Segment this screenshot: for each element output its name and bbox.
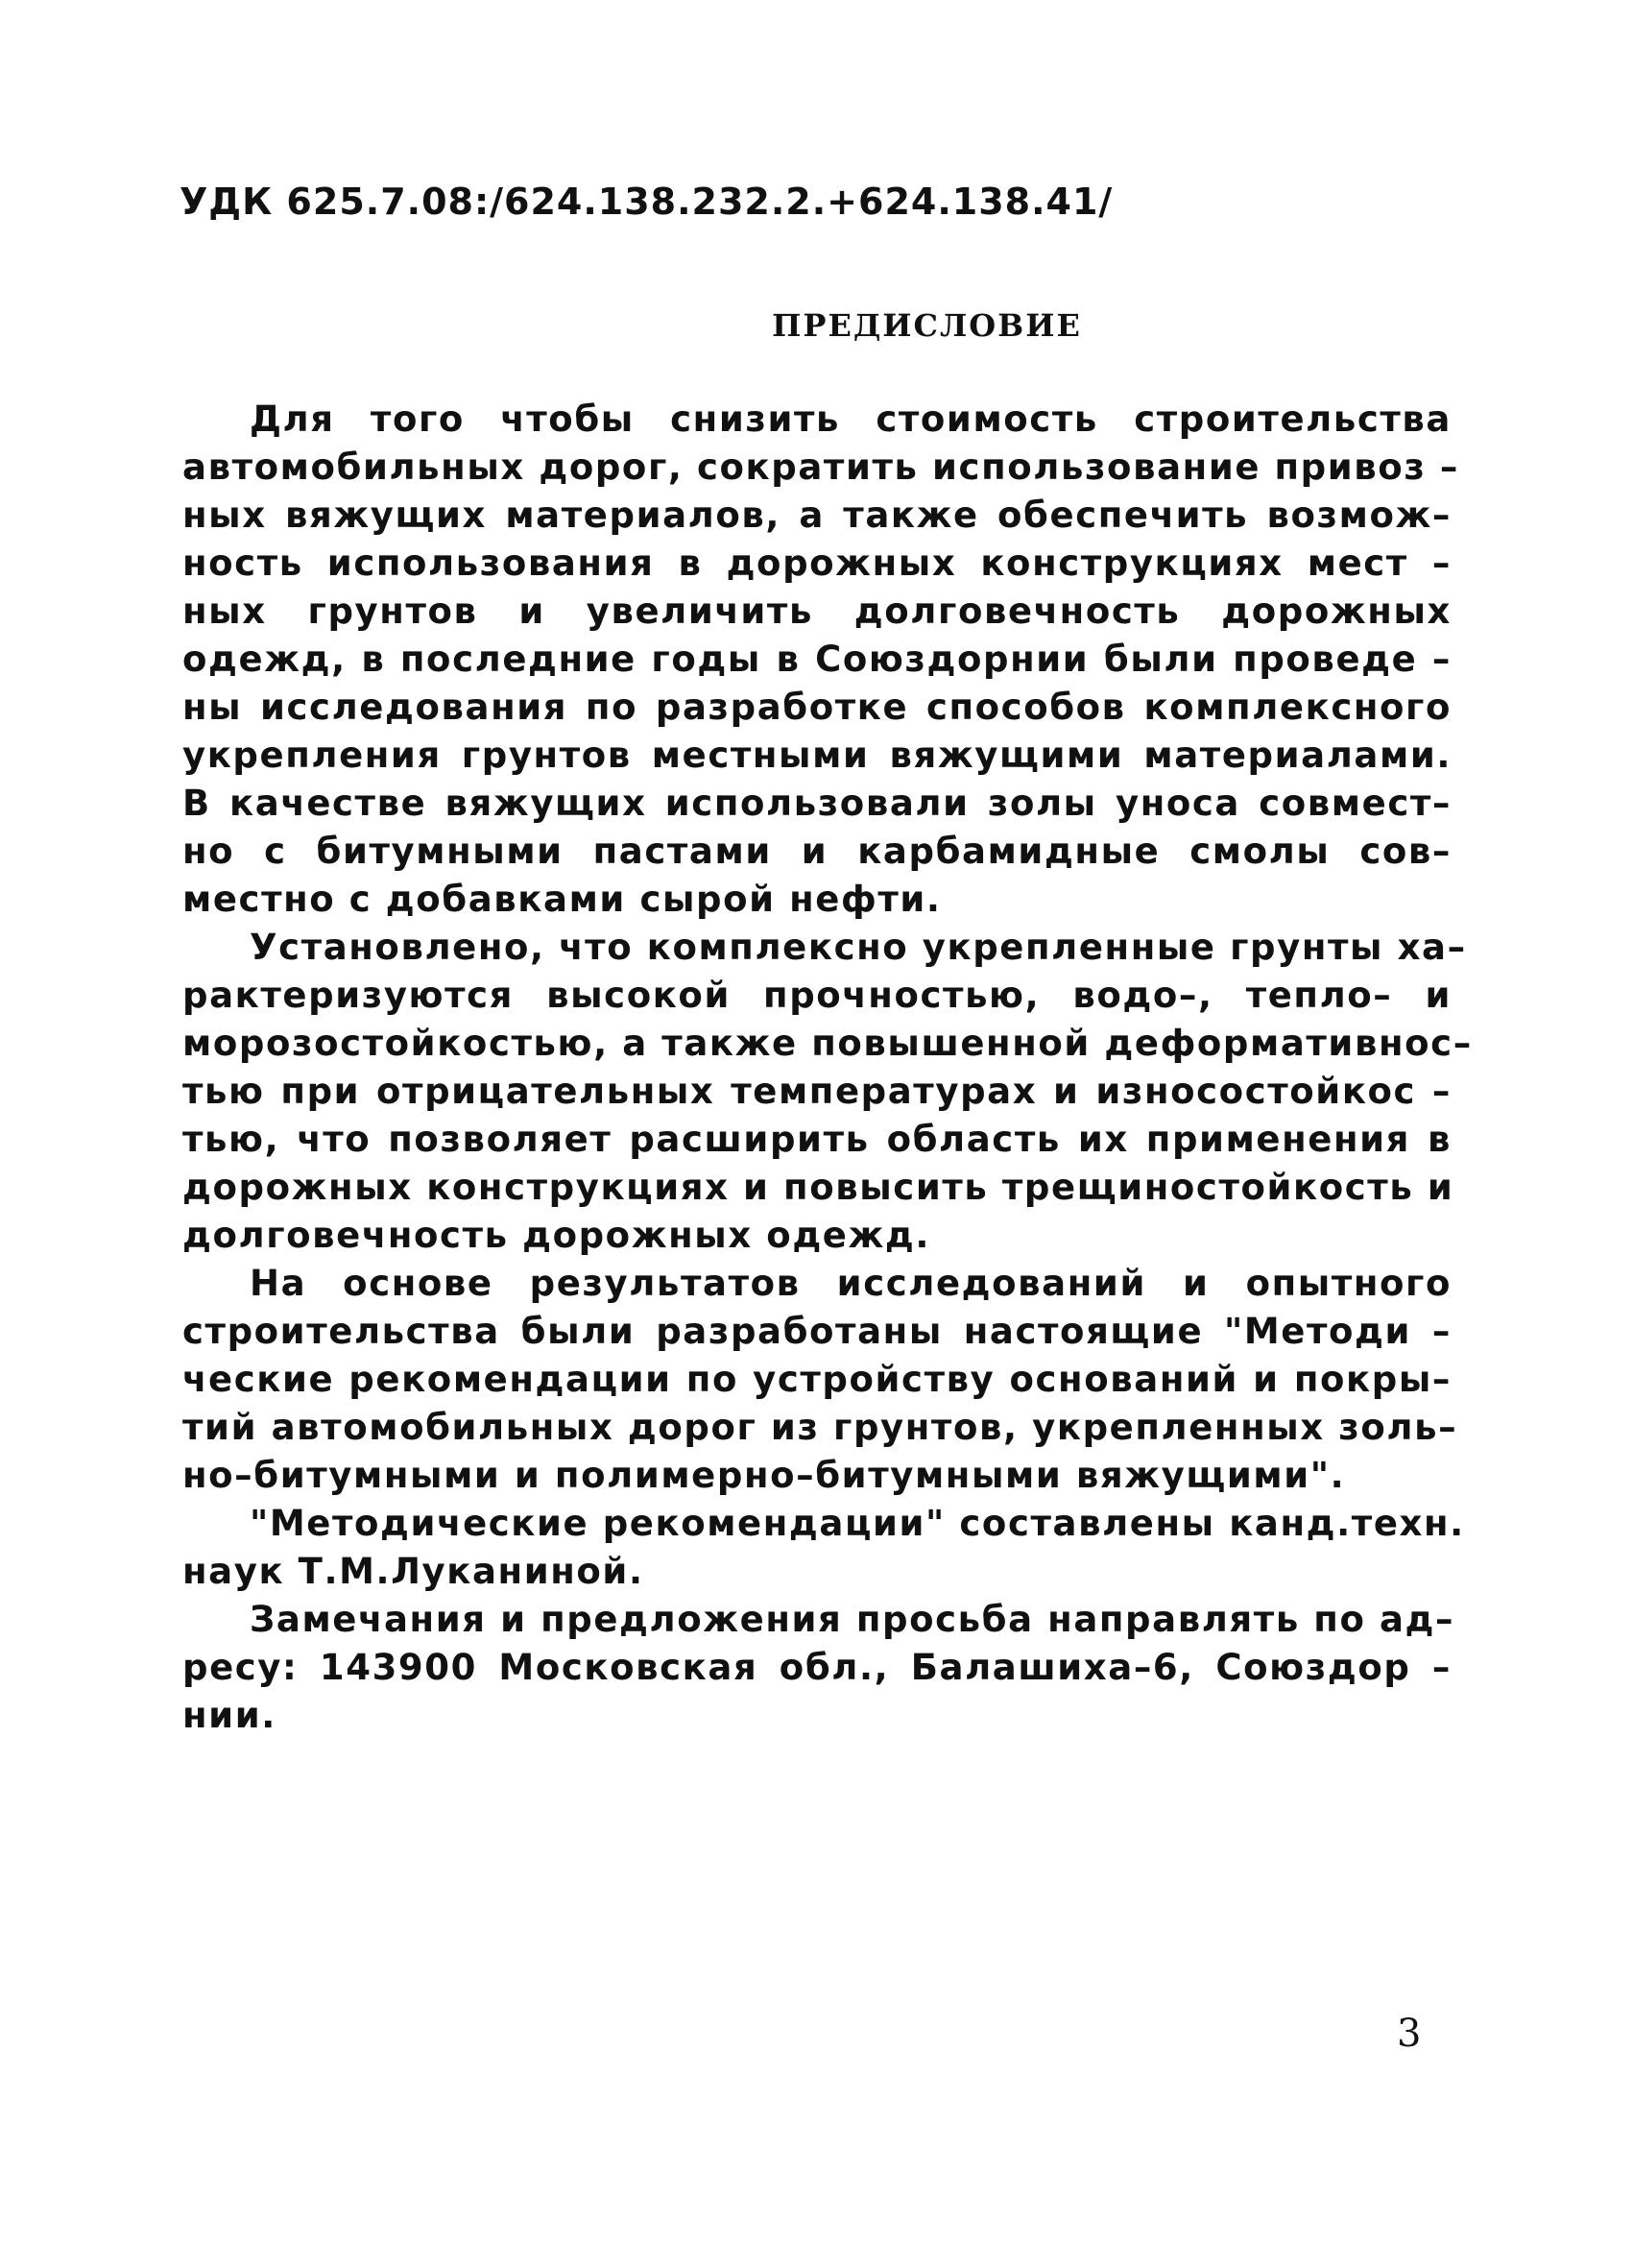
- paragraph-1: [182, 396, 1460, 924]
- text-line: Замечания и предложения просьба направлять по ад–: [250, 1599, 1455, 1640]
- text-line: морозостойкостью, а также повышенной деформативнос–: [182, 1023, 1473, 1064]
- text-line: ных грунтов и увеличить долговечность дорожных: [182, 591, 1452, 632]
- page-number: 3: [1397, 2012, 1422, 2056]
- text-line: укрепления грунтов местными вяжущими материалами.: [182, 735, 1452, 776]
- text-line: наук Т.М.Луканиной.: [182, 1551, 644, 1592]
- text-line: тью, что позволяет расширить область их применения в: [182, 1119, 1452, 1160]
- text-line: но с битумными пастами и карбамидные смолы сов–: [182, 831, 1452, 872]
- paragraph-2: [182, 924, 1473, 1260]
- text-line: На основе результатов исследований и опытного: [250, 1263, 1452, 1304]
- text-line: тью при отрицательных температурах и износостойкос –: [182, 1071, 1452, 1112]
- text-line: дорожных конструкциях и повысить трещиностойкость и: [182, 1167, 1454, 1208]
- text-line: рактеризуются высокой прочностью, водо–, тепло– и: [182, 975, 1452, 1016]
- text-line: строительства были разработаны настоящие "Методи –: [182, 1311, 1452, 1352]
- text-line: ресу: 143900 Московская обл., Балашиха–6, Союздор –: [182, 1647, 1452, 1688]
- text-line: ность использования в дорожных конструкциях мест –: [182, 543, 1452, 584]
- page-title: ПРЕДИСЛОВИЕ: [772, 307, 1082, 344]
- text-line: нии.: [182, 1695, 276, 1736]
- udk-code: УДК 625.7.08:/624.138.232.2.+624.138.41/: [180, 181, 1114, 223]
- text-line: тий автомобильных дорог из грунтов, укрепленных золь–: [182, 1407, 1458, 1448]
- text-line: "Методические рекомендации" составлены канд.техн.: [250, 1503, 1465, 1544]
- preface-body: [182, 396, 1473, 1740]
- text-line: ческие рекомендации по устройству оснований и покры–: [182, 1359, 1452, 1400]
- text-line: но–битумными и полимерно–битумными вяжущими".: [182, 1455, 1346, 1496]
- text-line: автомобильных дорог, сократить использование привоз –: [182, 446, 1460, 488]
- text-line: Для того чтобы снизить стоимость строительства: [250, 398, 1452, 440]
- text-line: долговечность дорожных одежд.: [182, 1215, 931, 1256]
- paragraph-4: [182, 1500, 1465, 1596]
- text-line: ны исследования по разработке способов комплексного: [182, 687, 1452, 728]
- text-line: В качестве вяжущих использовали золы уноса совмест–: [182, 783, 1452, 824]
- paragraph-3: [182, 1260, 1458, 1500]
- text-line: Установлено, что комплексно укрепленные грунты ха–: [250, 927, 1467, 968]
- paragraph-5: [182, 1596, 1455, 1740]
- text-line: одежд, в последние годы в Союздорнии были проведе –: [182, 639, 1452, 680]
- text-line: ных вяжущих материалов, а также обеспечить возмож–: [182, 495, 1452, 536]
- text-line: местно с добавками сырой нефти.: [182, 879, 942, 920]
